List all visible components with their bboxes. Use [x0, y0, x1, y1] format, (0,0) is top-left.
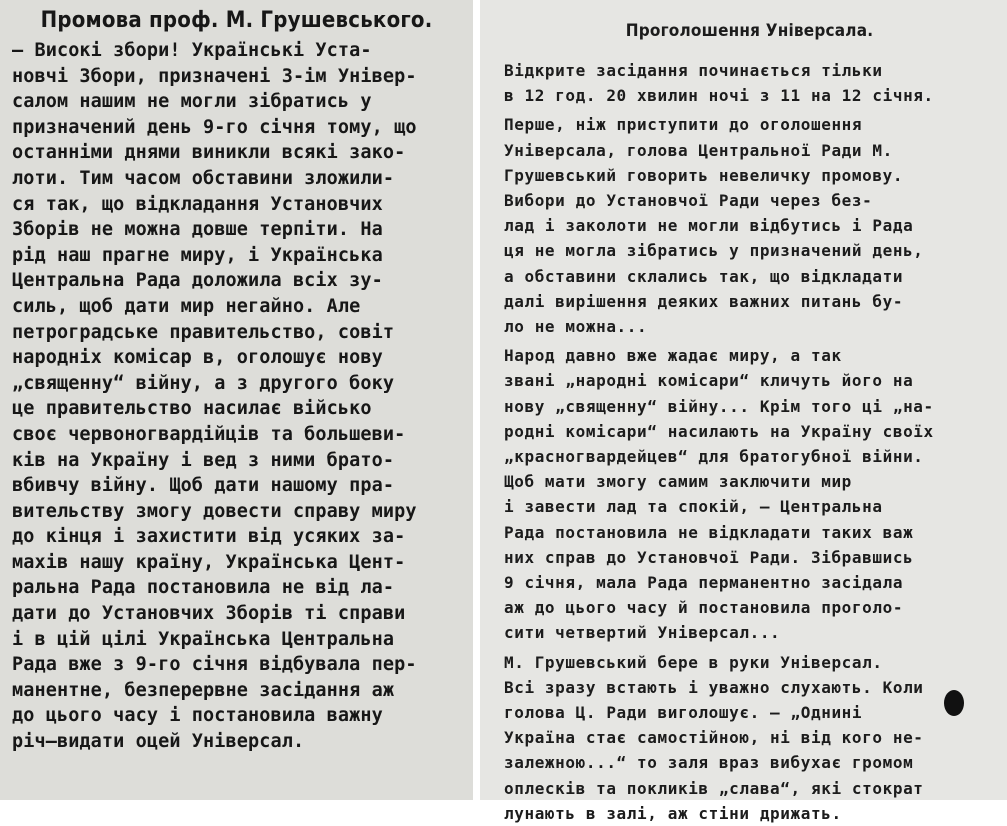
left-line: своє червоногвардійців та большеви-: [12, 423, 406, 445]
column-divider: [473, 0, 480, 800]
right-line: оплесків та покликів „слава“, які стократ: [504, 778, 924, 798]
right-line: родні комісари“ насилають на Україну своїх: [504, 421, 934, 441]
left-line: Рада вже з 9-го січня відбувала пер-: [12, 654, 417, 676]
left-line: манентне, безперервне засідання аж: [12, 679, 395, 701]
left-line: і в цій цілі Українська Центральна: [12, 628, 395, 650]
right-line: Народ давно вже жадає миру, а так: [504, 346, 842, 366]
right-line: і завести лад та спокій, — Центральна: [504, 497, 883, 517]
left-line: річ—видати оцей Універсал.: [12, 731, 305, 753]
right-line: лад і заколоти не могли відбутись і Рада: [504, 216, 914, 236]
left-body: [12, 38, 461, 755]
ink-blot: [944, 690, 964, 716]
right-line: голова Ц. Ради виголошує. — „Однині: [504, 703, 863, 723]
left-line: дати до Установчих Зборів ті справи: [12, 603, 406, 625]
left-line: — Високі збори! Українські Уста-: [12, 40, 372, 61]
left-line: салом нашим не могли зібратись у: [12, 91, 372, 113]
right-line: аж до цього часу й постановила проголо-: [504, 598, 904, 618]
left-line: „священну“ війну, а з другого боку: [12, 372, 395, 394]
right-line: них справ до Установчої Ради. Зібравшись: [504, 547, 914, 567]
right-line: Відкрите засідання починається тільки: [504, 61, 883, 80]
left-line: ральна Рада постановила не від ла-: [12, 577, 395, 599]
left-line: махів нашу країну, Українська Цент-: [12, 551, 406, 573]
left-line: ся так, що відкладання Установчих: [12, 193, 383, 215]
right-line: залежною...“ то заля враз вибухає громом: [504, 753, 914, 773]
right-line: ло не можна...: [504, 317, 648, 337]
right-line: в 12 год. 20 хвилин ночі з 11 на 12 січня.: [504, 86, 934, 106]
right-line: далі вирішення деяких важних питань бу-: [504, 291, 904, 311]
right-line: „красногвардейцев“ для братогубної війни.: [504, 447, 924, 467]
right-line: Рада постановила не відкладати таких важ: [504, 522, 914, 542]
right-line: Грушевський говорить невеличку промову.: [504, 165, 904, 185]
left-line: петроградське правительство, совіт: [12, 321, 395, 343]
right-line: ця не могла зібратись у призначений день,: [504, 241, 924, 261]
right-line: Універсала, голова Центральної Ради М.: [504, 140, 893, 160]
right-line: звані „народні комісари“ кличуть його на: [504, 371, 914, 391]
left-line: вительству змогу довести справу миру: [12, 500, 417, 522]
left-line: призначений день 9-го січня тому, що: [12, 116, 417, 138]
left-line: ків на Україну і вед з ними брато-: [12, 449, 395, 471]
left-clipping: [0, 0, 473, 800]
right-line: Щоб мати змогу самим заключити мир: [504, 472, 852, 492]
right-line: нову „священну“ війну... Крім того ці „на-: [504, 396, 934, 416]
left-line: це правительство насилає військо: [12, 398, 372, 420]
right-title: Проголошення Універсала.: [625, 21, 874, 41]
right-clipping: [480, 0, 1007, 823]
right-line: М. Грушевський бере в руки Універсал.: [504, 652, 883, 672]
right-line: а обставини склались так, що відкладати: [504, 266, 904, 286]
left-line: новчі Збори, призначені 3-ім Універ-: [12, 65, 417, 87]
left-line: силь, щоб дати мир негайно. Але: [12, 295, 361, 317]
left-line: останніми днями виникли всякі зако-: [12, 142, 406, 164]
left-line: Зборів не можна довше терпіти. На: [12, 219, 383, 241]
left-title: Промова проф. М. Грушевського.: [40, 8, 433, 33]
right-body: [504, 58, 995, 826]
left-line: рід наш прагне миру, і Українська: [12, 244, 383, 266]
right-line: Перше, ніж приступити до оголошення: [504, 115, 863, 135]
left-line: до кінця і захистити від усяких за-: [12, 526, 406, 548]
right-line: Україна стає самостійною, ні від кого не-: [504, 728, 924, 748]
left-line: Центральна Рада доложила всіх зу-: [12, 270, 383, 292]
left-line: вбивчу війну. Щоб дати нашому пра-: [12, 475, 395, 497]
right-line: лунають в залі, аж стіни дрижать.: [504, 803, 842, 823]
right-line: Всі зразу встають і уважно слухають. Коли: [504, 677, 924, 697]
left-line: народніх комісар в, оголошує нову: [12, 347, 383, 369]
left-line: лоти. Тим часом обставини зложили-: [12, 167, 395, 189]
right-line: сити четвертий Універсал...: [504, 623, 781, 643]
right-line: Вибори до Установчої Ради через без-: [504, 191, 873, 211]
right-line: 9 січня, мала Рада перманентно засідала: [504, 573, 904, 593]
left-line: до цього часу і постановила важну: [12, 705, 383, 727]
